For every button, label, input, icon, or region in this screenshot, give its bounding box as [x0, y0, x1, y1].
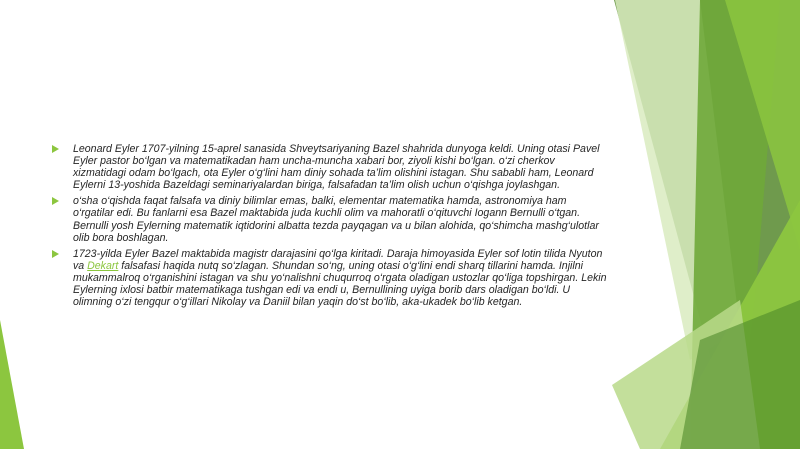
facet-left-sliver	[0, 320, 24, 449]
bullet-text: o‘sha o‘qishda faqat falsafa va diniy bilimlar emas, balki, elementar matematika hamda, astronomiya ham o‘rgatilar edi. Bu fanlarni esa Bazel maktabida juda kuchli olim va mahoratli o‘qituvchi Iogann Bernulli o‘tgan. Bernulli yosh Eylerning matematik iqtidorini albatta tezda payqagan va u bilan alohida, qo‘shimcha mashg‘ulotlar olib bora boshlagan.	[73, 195, 599, 244]
dekart-link[interactable]: Dekart	[87, 259, 119, 272]
triangle-right-icon	[52, 250, 59, 258]
triangle-right-icon	[52, 197, 59, 205]
bullet-item-1	[52, 143, 608, 191]
bullet-text-after: falsafasi haqida nutq so‘zlagan. Shundan so‘ng, uning otasi o‘g‘lini endi sharq tillarini hamda. Injilni mukammalroq o‘rganishini istagan va shu yo‘nalishni chuqurroq o‘rgata oladigan ustozlar qo‘liga topshirgan. Lekin Eylerning ixlosi batbir matematikaga tushgan edi va endi u, Bernullining uyiga borib dars oladigan bo‘ldi. U olimning o‘zi tengqur o‘g‘illari Nikolay va Daniil bilan yaqin do‘st bo‘lib, aka-ukadek bo‘lib ketgan.	[73, 259, 607, 309]
bullet-item-2	[52, 195, 608, 243]
bullet-item-3	[52, 248, 608, 308]
bullet-text-before: 1723-yilda Eyler Bazel maktabida magistr darajasini qo‘lga kiritadi. Daraja himoyasida Eyler sof lotin tilida Nyuton va	[73, 247, 603, 272]
slide-body	[52, 143, 608, 312]
triangle-right-icon	[52, 145, 59, 153]
bullet-text: Leonard Eyler 1707-yilning 15-aprel sanasida Shveytsariyaning Bazel shahrida dunyoga keldi. Uning otasi Pavel Eyler pastor bo‘lgan va matematikadan ham uncha-muncha xabari bor, ziyoli kishi bo‘lgan. o‘zi cherkov xizmatidagi odam bo‘lgach, ota Eyler o‘g‘lini ham diniy sohada ta’lim olishini istagan. Shu sababli ham, Leonard Eylerni 13-yoshida Bazeldagi seminariyalardan biriga, falsafadan ta’lim olish uchun o‘qishga joylashgan.	[73, 143, 600, 192]
